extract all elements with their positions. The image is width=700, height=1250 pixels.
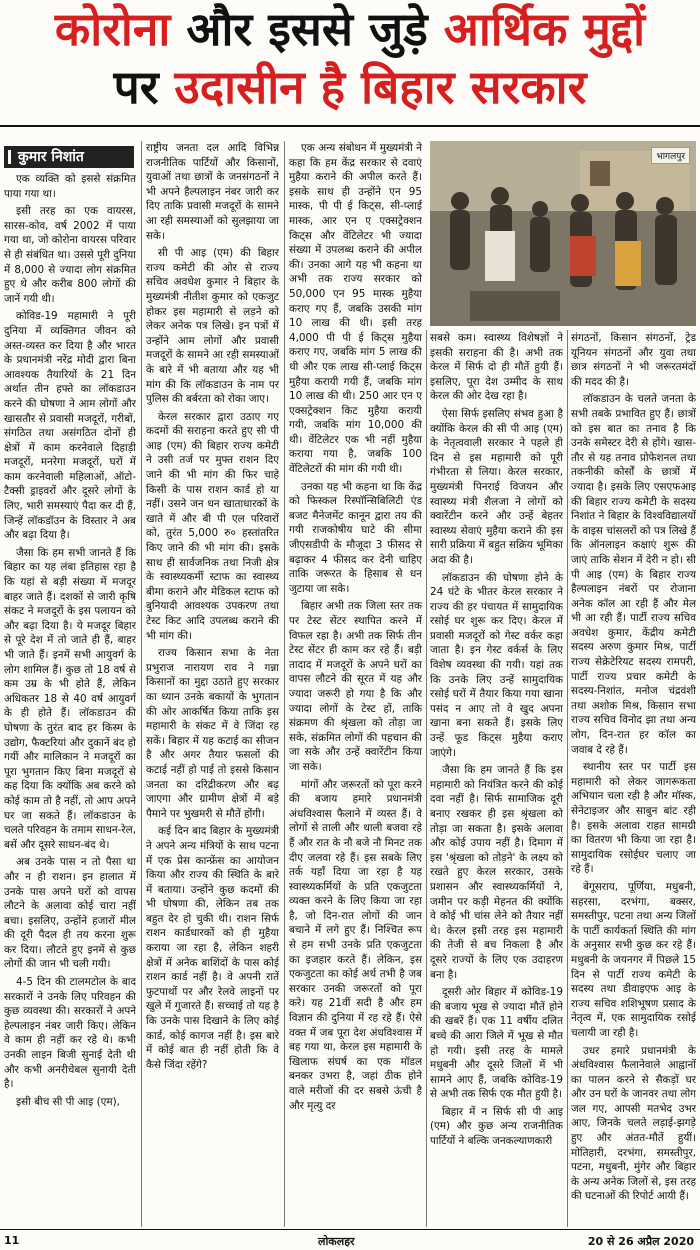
publication-name: लोकलहर [318, 1235, 355, 1248]
col5-para-5: उधर हमारे प्रधानमंत्री के अंधविश्वास फैलानेवाले आह्वानों का पालन करने से सैकड़ों घर और उन घरों के जानवर तथा लोग जल गए, आपसी मतभेद उभर आए, जिनके चलते लड़ाई-झगड़े हुए और अंतत-मौतें हुयीं। मोतिहारी, दरभंगा, समस्तीपुर, पटना, मधुबनी, मुंगेर और बिहार के अन्य अनेक जिलों से, इस तरह की घटनाओं की रिपोर्ट आयी हैं। [571, 1044, 696, 1203]
col1-para-3: कोविड-19 महामारी ने पूरी दुनिया में व्यक्तिगत जीवन को अस्त-व्यस्त कर दिया है और भारत के प्रधानमंत्री नरेंद्र मोदी द्वारा बिना आवश्यक तैयारियों के 21 दिन अर्थात तीन हफ्ते का लॉकडाउन करने की घोषणा ने आम लोगों और खासतौर से प्रवासी मजदूरों, गरीबों, संगठित तथा असंगठित दोनों ही क्षेत्रों में काम करनेवाले दिहाड़ी मजदूरों, मनरेगा मजदूरों, घरों में काम करनेवाली महिलाओं, ऑटो-टैक्सी ड्राइवरों और दूसरे लोगों के लिए, भारी समस्याएं पैदा कर दी हैं, जिन्हें लॉकडॉउन के विस्तार ने अब और बढ़ा दिया है। [4, 310, 136, 542]
col5-para-2: लॉकडाउन के चलते जनता के सभी तबके प्रभावित हुए हैं। छात्रों को इस बात का तनाव है कि उनके समेस्टर देरी से होंगे। खास-तौर से यह तनाव प्रोफेशनल तथा तकनीकी कोर्सों के छात्रों में ज्यादा है। इसके लिए एसएफआइ की बिहार राज्य कमेटी के सदस्य निशांत ने बिहार के विश्वविद्यालयों के वाइस चांसलरों को पत्र लिखे हैं कि ऑनलाइन कक्षाएं शुरू की जाएं ताकि सेशन में देरी न हो। सी पी आइ (एम) के बिहार राज्य हैल्पलाइन नंबरों पर रोजाना अनेक कॉल आ रही हैं और मेल भी आ रही हैं। पार्टी राज्य सचिव अवधेश कुमार, केंद्रीय कमेटी सदस्य अरुण कुमार मिश्र, पार्टी राज्य सेक्रेटेरियट सदस्य रामपरी, पार्टी राज्य प्रचार कमेटी के सदस्य-निशांत, मनोज चंद्रवंशी तथा अशोक मिश्र, किसान सभा राज्य सचिव विनोद झा तथा अन्य लोग, दिन-रात हर कॉल का जवाब दे रहे हैं। [571, 393, 696, 756]
headline-economic-issues: आर्थिक मुद्दों [443, 2, 646, 56]
col1-para-2: इसी तरह का एक वायरस, सारस-कोव, वर्ष 2002 में पाया गया था, जो कोरोना वायरस परिवार से ही संबंधित था। उससे पूरी दुनिया में 8,000 से ज्यादा लोग संक्रमित हुए थे और करीब 800 लोगों की जानें गयी थी। [4, 205, 136, 305]
headline-par: पर [113, 60, 159, 114]
article-column-5 [571, 331, 696, 1228]
col3-para-1: एक अन्य संबोधन में मुख्यमंत्री ने कहा कि हम केंद्र सरकार से दवाएं मुहैया कराने की अपील करते हैं। इसके साथ ही उन्होंने एन 95 मास्क, पी पी ई किट्स, सी-प्लाई मास्क, आर एन ए एक्सट्रेक्शन किट्स और वेंटिलेटर भी ज्यादा संख्या में उपलब्ध कराने की अपील की। उनका आगे यह भी कहना था अभी तक राज्य सरकार को 50,000 एन 95 मास्क मुहैया कराए गए हैं, जबकि उसकी मांग 10 लाख की थी। इसी तरह 4,000 पी पी ई किट्स मुहैया कराए गए, जबकि मांग 5 लाख की थी और एक लाख सी-प्लाई किट्स मुहैया करायी गयी हैं, जबकि मांग 10 लाख की थी। 250 आर एन ए एक्सट्रेक्शन किट मुहैया करायी गयी, जबकि मांग 10,000 की थी। वेंटिलेटर एक भी नहीं मुहैया कराया गया है, जबकि 100 वेंटिलेटरों की मांग की गयी थी। [289, 142, 422, 476]
col4-para-2: ऐसा सिर्फ इसलिए संभव हुआ है क्योंकि केरल की सी पी आइ (एम) के नेतृत्ववाली सरकार ने पहले ही दिन से इस महामारी को पूरी गंभीरता से लिया। केरल सरकार, मुख्यमंत्री पिनराई विजयन और स्वास्थ्य मंत्री शैलजा ने लोगों को क्वारेंटीन करने और उन्हें बेहतर स्वास्थ्य सेवाएं मुहैया कराने की इस सारी प्रक्रिया में बहुत सक्रिय भूमिका अदा की है। [430, 407, 563, 566]
page-number: 11 [4, 1234, 20, 1247]
col4-para-1: सबसे कम। स्वास्थ्य विशेषज्ञों ने इसकी सराहना की है। अभी तक केरल में सिर्फ दो ही मौतें हुयी हैं। इसलिए, पूरा देश उम्मीद के साथ केरल की ओर देख रहा है। [430, 332, 563, 403]
article-column-1 [4, 172, 136, 1228]
col3-para-2: उनका यह भी कहना था कि केंद्र को फिस्कल रिस्पॉन्सिबिलिटी एंड बजट मैनेजमेंट कानून द्वारा तय की गयी राजकोषीय घाटे की सीमा जीएसडीपी के मौजूदा 3 फीसद से बढ़ाकर 4 फीसद कर देनी चाहिए ताकि जरूरत के हिसाब से धन जुटाया जा सके। [289, 480, 422, 595]
headline-rule [0, 125, 700, 127]
col2-para-2: सी पी आइ (एम) की बिहार राज्य कमेटी की ओर से राज्य सचिव अवधेश कुमार ने बिहार के मुख्यमंत्री नीतीश कुमार को एकजुट होकर इस महामारी से लड़ने को लेकर अनेक पत्र लिखे। इन पत्रों में उन्होंने आम लोगों और प्रवासी मजदूरों के सामने आ रही समस्याओं के बारे में भी बताया और यह भी मांग की कि लॉकडाउन के नाम पर पुलिस की बर्बरता को रोका जाए। [146, 247, 279, 406]
col4-para-6: बिहार में न सिर्फ सी पी आइ (एम) और कुछ अन्य राजनीतिक पार्टियों ने बल्कि जनकल्याणकारी [430, 1105, 563, 1148]
column-separator-1 [141, 141, 142, 1227]
page-footer [0, 1232, 700, 1250]
col5-para-3: स्थानीय स्तर पर पार्टी इस महामारी को लेकर जागरूकता अभियान चला रही है और मॉस्क, सेनेटाइजर और साबुन बांट रही है। इसके अलावा राहत सामग्री का वितरण भी किया जा रहा है। सामुदायिक रसोईघर चलाए जा रहे हैं। [571, 761, 696, 876]
col2-para-5: कई दिन बाद बिहार के मुख्यमंत्री ने अपने अन्य मंत्रियों के साथ पटना में एक प्रेस कान्फ्रेंस का आयोजन किया और राज्य की स्थिति के बारे में बताया। उन्होंने कुछ कदमों की भी घोषणा की, लेकिन तब तक बहुत देर हो चुकी थी। राशन सिर्फ राशन कार्डधारकों को ही मुहैया कराया जा रहा है, लेकिन शहरी क्षेत्रों में अनेक बाशिंदों के पास कोई राशन कार्ड नहीं है। वे अपनी रातें फुटपाथों पर और रेलवे लाइनों पर खुले में गुजारते हैं। सच्चाई तो यह है कि उनके पास दिखाने के लिए कोई कार्ड, कोई कागज नहीं है। इस बारे में कोई बात ही नहीं होती कि वे कैसे जिंदा रहेंगे? [146, 825, 279, 1071]
col1-para-5: अब उनके पास न तो पैसा था और न ही राशन। इन हालात में उनके पास अपने घरों को वापस लौटने के अलावा कोई चारा नहीं बचा। इसलिए, उन्होंने हजारों मील की दूरी पैदल ही तय करना शुरू कर दिया। लौटते हुए इनमें से कुछ लोगों की जान भी चली गयी। [4, 856, 136, 971]
col5-para-4: बेगूसराय, पूर्णिया, मधुबनी, सहरसा, दरभंगा, बक्सर, समस्तीपुर, पटना तथा अन्य जिलों के पार्टी कार्यकर्ता स्थिति की मांग के अनुसार सभी कुछ कर रहे हैं। मधुबनी के जयनगर में पिछले 15 दिन से पार्टी राज्य कमेटी के सदस्य तथा डीवाइएफ आइ के राज्य सचिव शशिभूषण प्रसाद के नेतृत्व में, एक सामुदायिक रसोई चलायी जा रही है। [571, 880, 696, 1039]
headline-connector: और इससे जुड़े [186, 2, 428, 56]
col1-para-1: एक व्यक्ति को इससे संक्रमित पाया गया था। [4, 173, 136, 200]
footer-rule [0, 1229, 700, 1230]
byline: कुमार निशांत [4, 146, 134, 168]
headline-bihar-govt: उदासीन है बिहार सरकार [174, 60, 587, 114]
photo-caption: भागलपुर [651, 147, 690, 164]
col2-para-1: राष्ट्रीय जनता दल आदि विभिन्न राजनीतिक पार्टियों और किसानों, युवाओं तथा छात्रों के जनसंगठनों ने भी अपने हैल्पलाइन नंबर जारी कर दिए ताकि प्रवासी मजदूरों के सामने आ रही समस्याओं को सुलझाया जा सके। [146, 142, 279, 242]
headline-line-2 [0, 60, 700, 114]
col3-para-4: मांगों और जरूरतों को पूरा करने की बजाय हमारे प्रधानमंत्री अंधविश्वास फैलाने में व्यस्त हैं। वे लोगों से ताली और थाली बजवा रहे हैं और रात के नौ बजे नौ मिनट तक दीए जलवा रहे हैं। इस सबके लिए तर्क यहाँ दिया जा रहा है यह स्वास्थ्यकर्मियों के प्रति एकजुटता व्यक्त करने के लिए किया जा रहा है, जो दिन-रात लोगों की जान बचाने में लगे हुए हैं। निश्चित रूप से हम सभी उनके प्रति एकजुटता का इजहार करते हैं। लेकिन, इस एकजुटता का कोई अर्थ तभी है जब सरकार उनकी जरूरतों को पूरा करे। यह 21वीं सदी है और हम विज्ञान की दुनिया में रह रहे हैं। ऐसे वक्त में जब पूरा देश अंधविश्वास में बह गया था, केरल इस महामारी के खिलाफ संघर्ष का एक मॉडल बनकर उभरा है, जहां ठीक होने वाले मरीजों की दर सबसे ऊंची है और मृत्यु दर [289, 778, 422, 1112]
col2-para-4: राज्य किसान सभा के नेता प्रभुराज नारायण राव ने गन्ना किसानों का मुद्दा उठाते हुए सरकार का ध्यान उनके बकायों के भुगतान की ओर आकर्षित किया ताकि इस महामारी के संकट में वे जिंदा रह सकें। बिहार में यह कटाई का सीजन है और अगर तैयार फसलों की कटाई नहीं हो पाई तो इससे किसान जनता का दरिद्रीकरण और बढ़ जाएगा और ग्रामीण क्षेत्रों में बड़े पैमाने पर भुखमरी से मौतें होंगी। [146, 647, 279, 820]
headline-line-1 [0, 2, 700, 56]
col5-para-1: संगठनों, किसान संगठनों, ट्रेड यूनियन संगठनों और युवा तथा छात्र संगठनों ने भी जरूरतमंदों की मदद की है। [571, 332, 696, 388]
col4-para-4: जैसा कि हम जानते हैं कि इस महामारी को नियंत्रित करने की कोई दवा नहीं है। सिर्फ सामाजिक दूरी बनाए रखकर ही इस श्रृंखला को तोड़ा जा सकता है। इसके अलावा और कोई उपाय नहीं है। दिमाग में इस 'श्रृंखला को तोड़ने' के लक्ष्य को रखते हुए केरल सरकार, उसके प्रशासन और स्वास्थ्यकर्मियों ने, जमीन पर कड़ी मेहनत की क्योंकि वे कोई भी चांस लेने को तैयार नहीं थे। केरल इसी तरह इस महामारी की तेजी से बच निकला है और दूसरे राज्यों के लिए एक उदाहरण बना है। [430, 764, 563, 981]
news-photo [430, 141, 696, 326]
col2-para-3: केरल सरकार द्वारा उठाए गए कदमों की सराहना करते हुए सी पी आइ (एम) की बिहार राज्य कमेटी ने उसी तर्ज पर मुफ्त राशन दिए जाने की भी मांग की फिर चाहे किसी के पास राशन कार्ड हो या नहीं। उसने जन धन खाताधारकों के खाते में और बी पी एल परिवारों को, तुरंत 5,000 रु० हस्तांतरित किए जाने की भी मांग की। इसके साथ ही सार्वजनिक तथा निजी क्षेत्र के स्वास्थ्यकर्मी स्टाफ का स्वास्थ्य बीमा कराने और मेडिकल स्टाफ को बुनियादी आवश्यक उपकरण तथा टेस्ट किट आदि उपलब्ध कराने की भी मांग की। [146, 410, 279, 642]
article-column-3 [289, 141, 422, 1228]
headline-word-corona: कोरोना [54, 2, 171, 56]
issue-date: 20 से 26 अप्रैल 2020 [587, 1235, 694, 1248]
article-column-2 [146, 141, 279, 1228]
column-separator-4 [567, 330, 568, 1227]
column-separator-2 [284, 141, 285, 1227]
article-column-4 [430, 331, 563, 1228]
column-separator-3 [426, 330, 427, 1227]
photo-crowd-illustration [430, 141, 696, 326]
col1-para-4: जैसा कि हम सभी जानते हैं कि बिहार का यह लंबा इतिहास रहा है कि यहां से बड़ी संख्या में मजदूर बाहर जाते हैं। दशकों से जारी कृषि संकट ने मजदूरों के इस पलायन को और बढ़ा दिया है। ये मजदूर बिहार से पूरे देश में तो जाते ही हैं, बाहर भी जाते हैं। इनमें सभी आयुवर्ग के लोग शामिल हैं। कुछ तो 18 वर्ष से कम उम्र के भी होते हैं, लेकिन अधिकतर 18 से 40 वर्ष आयुवर्ग के ही होते हैं। लॉकडाउन की घोषणा के तुरंत बाद हर किस्म के उद्योग, फैक्टरियां और दुकानें बंद हो गयीं और मालिकान ने मजदूरों का पूरा भुगतान किए बिना मजदूरों से कह दिया कि क्योंकि अब करने को कोई काम तो है नहीं, तो आप अपने घर जा सकते हैं। लॉकडाउन के चलते परिवहन के तमाम साधन-रेल, बसें और दूसरे साधन-बंद थे। [4, 546, 136, 851]
col1-para-7: इसी बीच सी पी आइ (एम), [16, 1095, 120, 1108]
col1-para-6: 4-5 दिन की टालमटोल के बाद सरकारों ने उनके लिए परिवहन की कुछ व्यवस्था की। सरकारों ने अपने हेल्पलाइन नंबर जारी किए। लेकिन वे काम ही नहीं कर रहे थे। कभी उनकी लाइन बिजी सुनाई देती थी और कभी अनरीचेबल सुनायी देती है। [4, 976, 136, 1091]
col4-para-3: लॉकडाउन की घोषणा होने के 24 घंटे के भीतर केरल सरकार ने राज्य की हर पंचायत में सामुदायिक रसोई घर शुरू कर दिए। केरल में प्रवासी मजदूरों को गेस्ट वर्कर कहा जाता है। इन गेस्ट वर्कर्स के लिए विशेष व्यवस्था की गयी। यहां तक कि उनके लिए उन्हें सामुदायिक रसोई घरों में तैयार किया गया खाना पसंद न आए तो वे खुद अपना खाना बना सकते हैं। इसके लिए उन्हें फूड किट्स मुहैया कराए जाएंगे। [430, 571, 563, 759]
col4-para-5: दूसरी ओर बिहार में कोविड-19 की बजाय भूख से ज्यादा मौतें होने की खबरें हैं। एक 11 वर्षीय दलित बच्चे की आरा जिले में भूख से मौत हो गयी। इसी तरह के मामले मधुबनी और दूसरे जिलों में भी सामने आए हैं, जबकि कोविड-19 से अभी तक सिर्फ एक मौत हुयी है। [430, 986, 563, 1101]
col3-para-3: बिहार अभी तक जिला स्तर तक पर टेस्ट सेंटर स्थापित करने में विफल रहा है। अभी तक सिर्फ तीन टेस्ट सेंटर ही काम कर रहे हैं। बड़ी तादाद में मजदूरों के अपने घरों का वापस लौटने की सूरत में यह और ज्यादा जरूरी हो गया है कि और ज्यादा लोगों के टेस्ट हों, ताकि संक्रमण की श्रृंखला को तोड़ा जा सके, संक्रमित लोगों की पहचान की जा सके और उन्हें क्वारेंटीन किया जा सके। [289, 600, 422, 773]
